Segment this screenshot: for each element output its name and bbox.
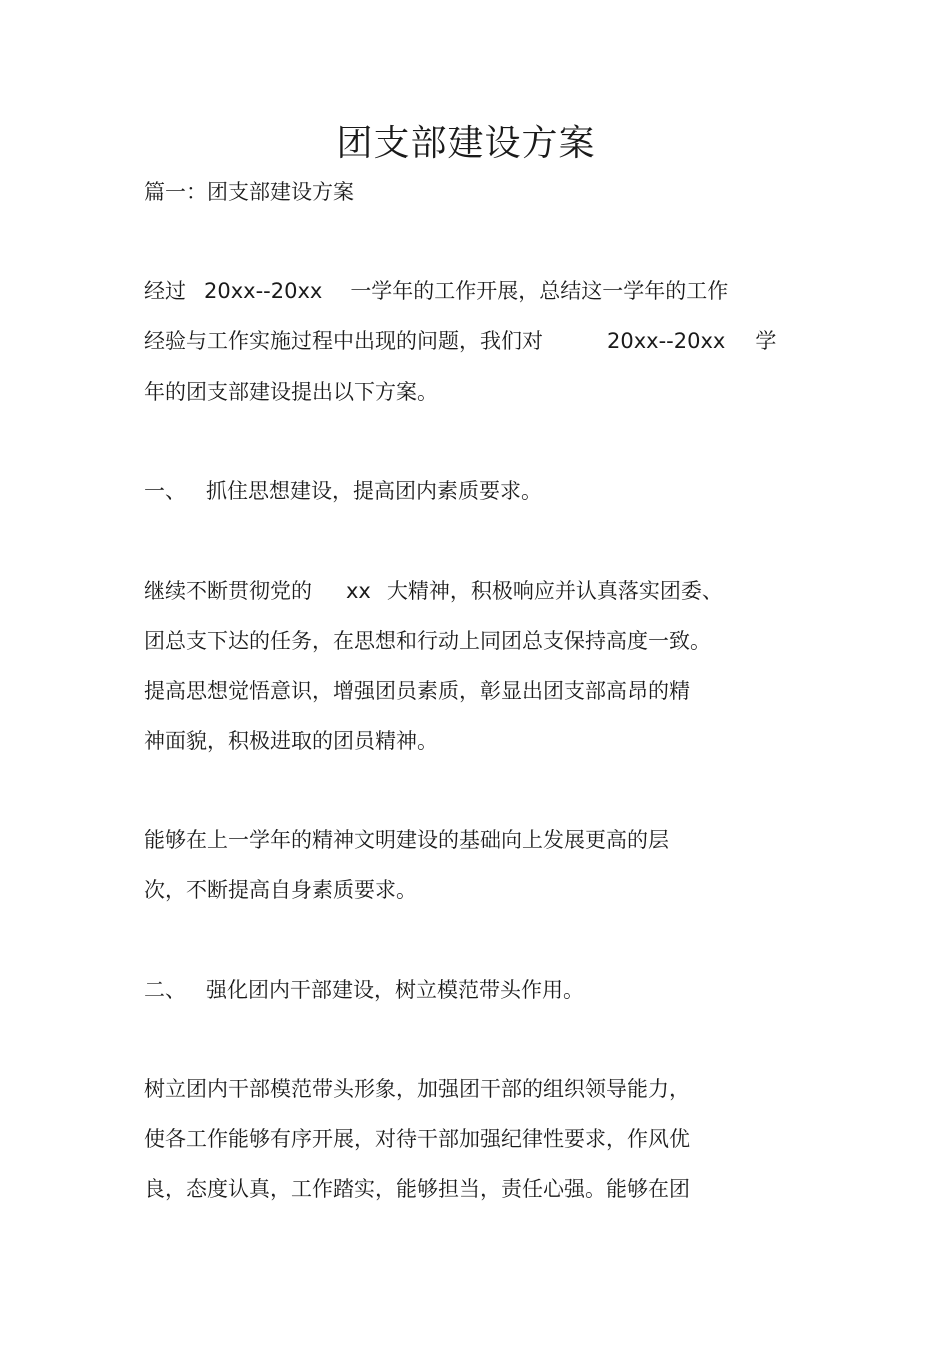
section-heading-text: 强化团内干部建设，树立模范带头作用。 <box>206 978 584 1002</box>
section-1-para-1-line-1 <box>144 576 723 606</box>
section-1-para-1-line-4: 神面貌，积极进取的团员精神。 <box>144 729 438 753</box>
subtitle: 篇一：团支部建设方案 <box>144 180 354 204</box>
para-text: 继续不断贯彻党的 <box>144 579 312 603</box>
section-number: 二、 <box>144 978 186 1002</box>
intro-line-2 <box>144 326 776 356</box>
intro-line-1 <box>144 276 728 306</box>
section-1-heading <box>144 476 542 506</box>
year-range: 20xx--20xx <box>204 279 323 303</box>
section-1-para-2-line-1: 能够在上一学年的精神文明建设的基础向上发展更高的层 <box>144 828 669 852</box>
section-1-para-1-line-3: 提高思想觉悟意识，增强团员素质，彰显出团支部高昂的精 <box>144 679 690 703</box>
section-2-heading <box>144 975 584 1005</box>
para-text: xx <box>346 579 371 603</box>
intro-text: 学 <box>755 329 777 353</box>
intro-text: 一学年的工作开展，总结这一学年的工作 <box>350 279 729 303</box>
intro-text: 经过 <box>144 279 186 303</box>
section-1-para-2-line-2: 次，不断提高自身素质要求。 <box>144 878 417 902</box>
document-title: 团支部建设方案 <box>336 123 596 164</box>
section-heading-text: 抓住思想建设，提高团内素质要求。 <box>206 479 542 503</box>
year-range: 20xx--20xx <box>607 329 726 353</box>
para-text: 大精神，积极响应并认真落实团委、 <box>386 579 723 603</box>
section-number: 一、 <box>144 479 186 503</box>
section-2-para-1-line-2: 使各工作能够有序开展，对待干部加强纪律性要求，作风优 <box>144 1127 690 1151</box>
section-2-para-1-line-1: 树立团内干部模范带头形象，加强团干部的组织领导能力， <box>144 1077 690 1101</box>
section-1-para-1-line-2: 团总支下达的任务，在思想和行动上同团总支保持高度一致。 <box>144 629 711 653</box>
intro-line-3: 年的团支部建设提出以下方案。 <box>144 380 438 404</box>
section-2-para-1-line-3: 良，态度认真，工作踏实，能够担当，责任心强。能够在团 <box>144 1177 690 1201</box>
intro-text: 经验与工作实施过程中出现的问题，我们对 <box>144 329 543 353</box>
